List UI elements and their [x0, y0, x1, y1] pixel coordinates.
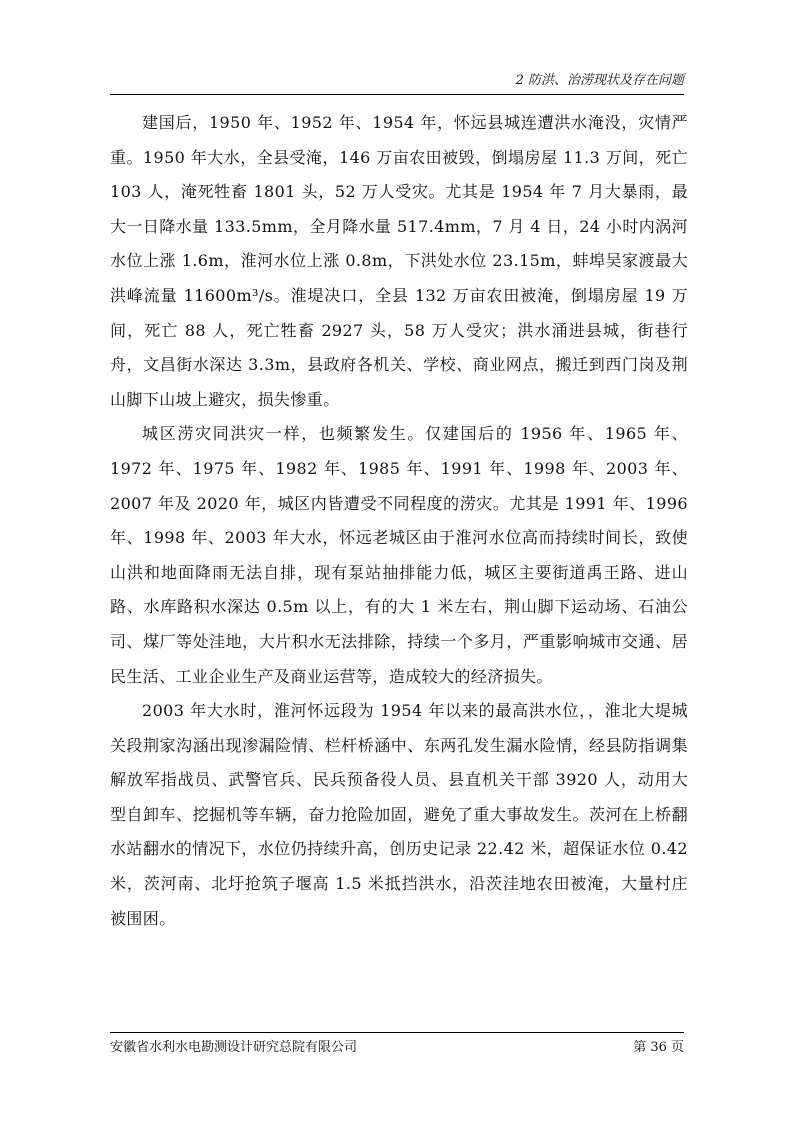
- paragraph-urban-waterlogging: 城区涝灾同洪灾一样，也频繁发生。仅建国后的 1956 年、1965 年、1972 年、1975 年、1982 年、1985 年、1991 年、1998 年、2003 年、2007 年及 2020 年，城区内皆遭受不同程度的涝灾。尤其是 1991 年、1996 年、1998 年、2003 年大水，怀远老城区由于淮河水位高而持续时间长，致使山洪和地面降雨无法自排，现有泵站抽排能力低，城区主要街道禹王路、进山路、水库路积水深达 0.5m 以上，有的大 1 米左右，荆山脚下运动场、石油公司、煤厂等处洼地，大片积水无法排除，持续一个多月，严重影响城市交通、居民生活、工业企业生产及商业运营等，造成较大的经济损失。: [110, 424, 688, 686]
- paragraph-1950s-floods: 建国后，1950 年、1952 年、1954 年，怀远县城连遭洪水淹没，灾情严重。1950 年大水，全县受淹，146 万亩农田被毁，倒塌房屋 11.3 万间，死亡 103 人，淹死牲畜 1801 头，52 万人受灾。尤其是 1954 年 7 月大暴雨，最大一日降水量 133.5mm，全月降水量 517.4mm，7 月 4 日，24 小时内涡河水位上涨 1.6m，淮河水位上涨 0.8m，下洪处水位 23.15m，蚌埠吴家渡最大洪峰流量 11600m³/s。淮堤决口，全县 132 万亩农田被淹，倒塌房屋 19 万间，死亡 88 人，死亡牲畜 2927 头，58 万人受灾；洪水涌进县城，街巷行舟，文昌街水深达 3.3m，县政府各机关、学校、商业网点，搬迁到西门岗及荆山脚下山坡上避灾，损失惨重。: [110, 113, 688, 409]
- footer-organization: 安徽省水利水电勘测设计研究总院有限公司: [110, 1040, 358, 1055]
- paragraph-2003-flood: 2003 年大水时，淮河怀远段为 1954 年以来的最高洪水位，，淮北大堤城关段荆家沟涵出现渗漏险情、栏杆桥涵中、东两孔发生漏水险情，经县防指调集解放军指战员、武警官兵、民兵预备役人员、县直机关干部 3920 人，动用大型自卸车、挖掘机等车辆，奋力抢险加固，避免了重大事故发生。茨河在上桥翻水站翻水的情况下，水位仍持续升高，创历史记录 22.42 米，超保证水位 0.42 米，茨河南、北圩抢筑子堰高 1.5 米抵挡洪水，沿茨洼地农田被淹，大量村庄被围困。: [110, 701, 688, 928]
- document-body: [110, 106, 688, 936]
- chapter-title: 2 防洪、治涝现状及存在问题: [515, 73, 684, 88]
- page-number: 第 36 页: [633, 1040, 684, 1055]
- page-header: [110, 72, 684, 95]
- page-footer: [110, 1032, 684, 1055]
